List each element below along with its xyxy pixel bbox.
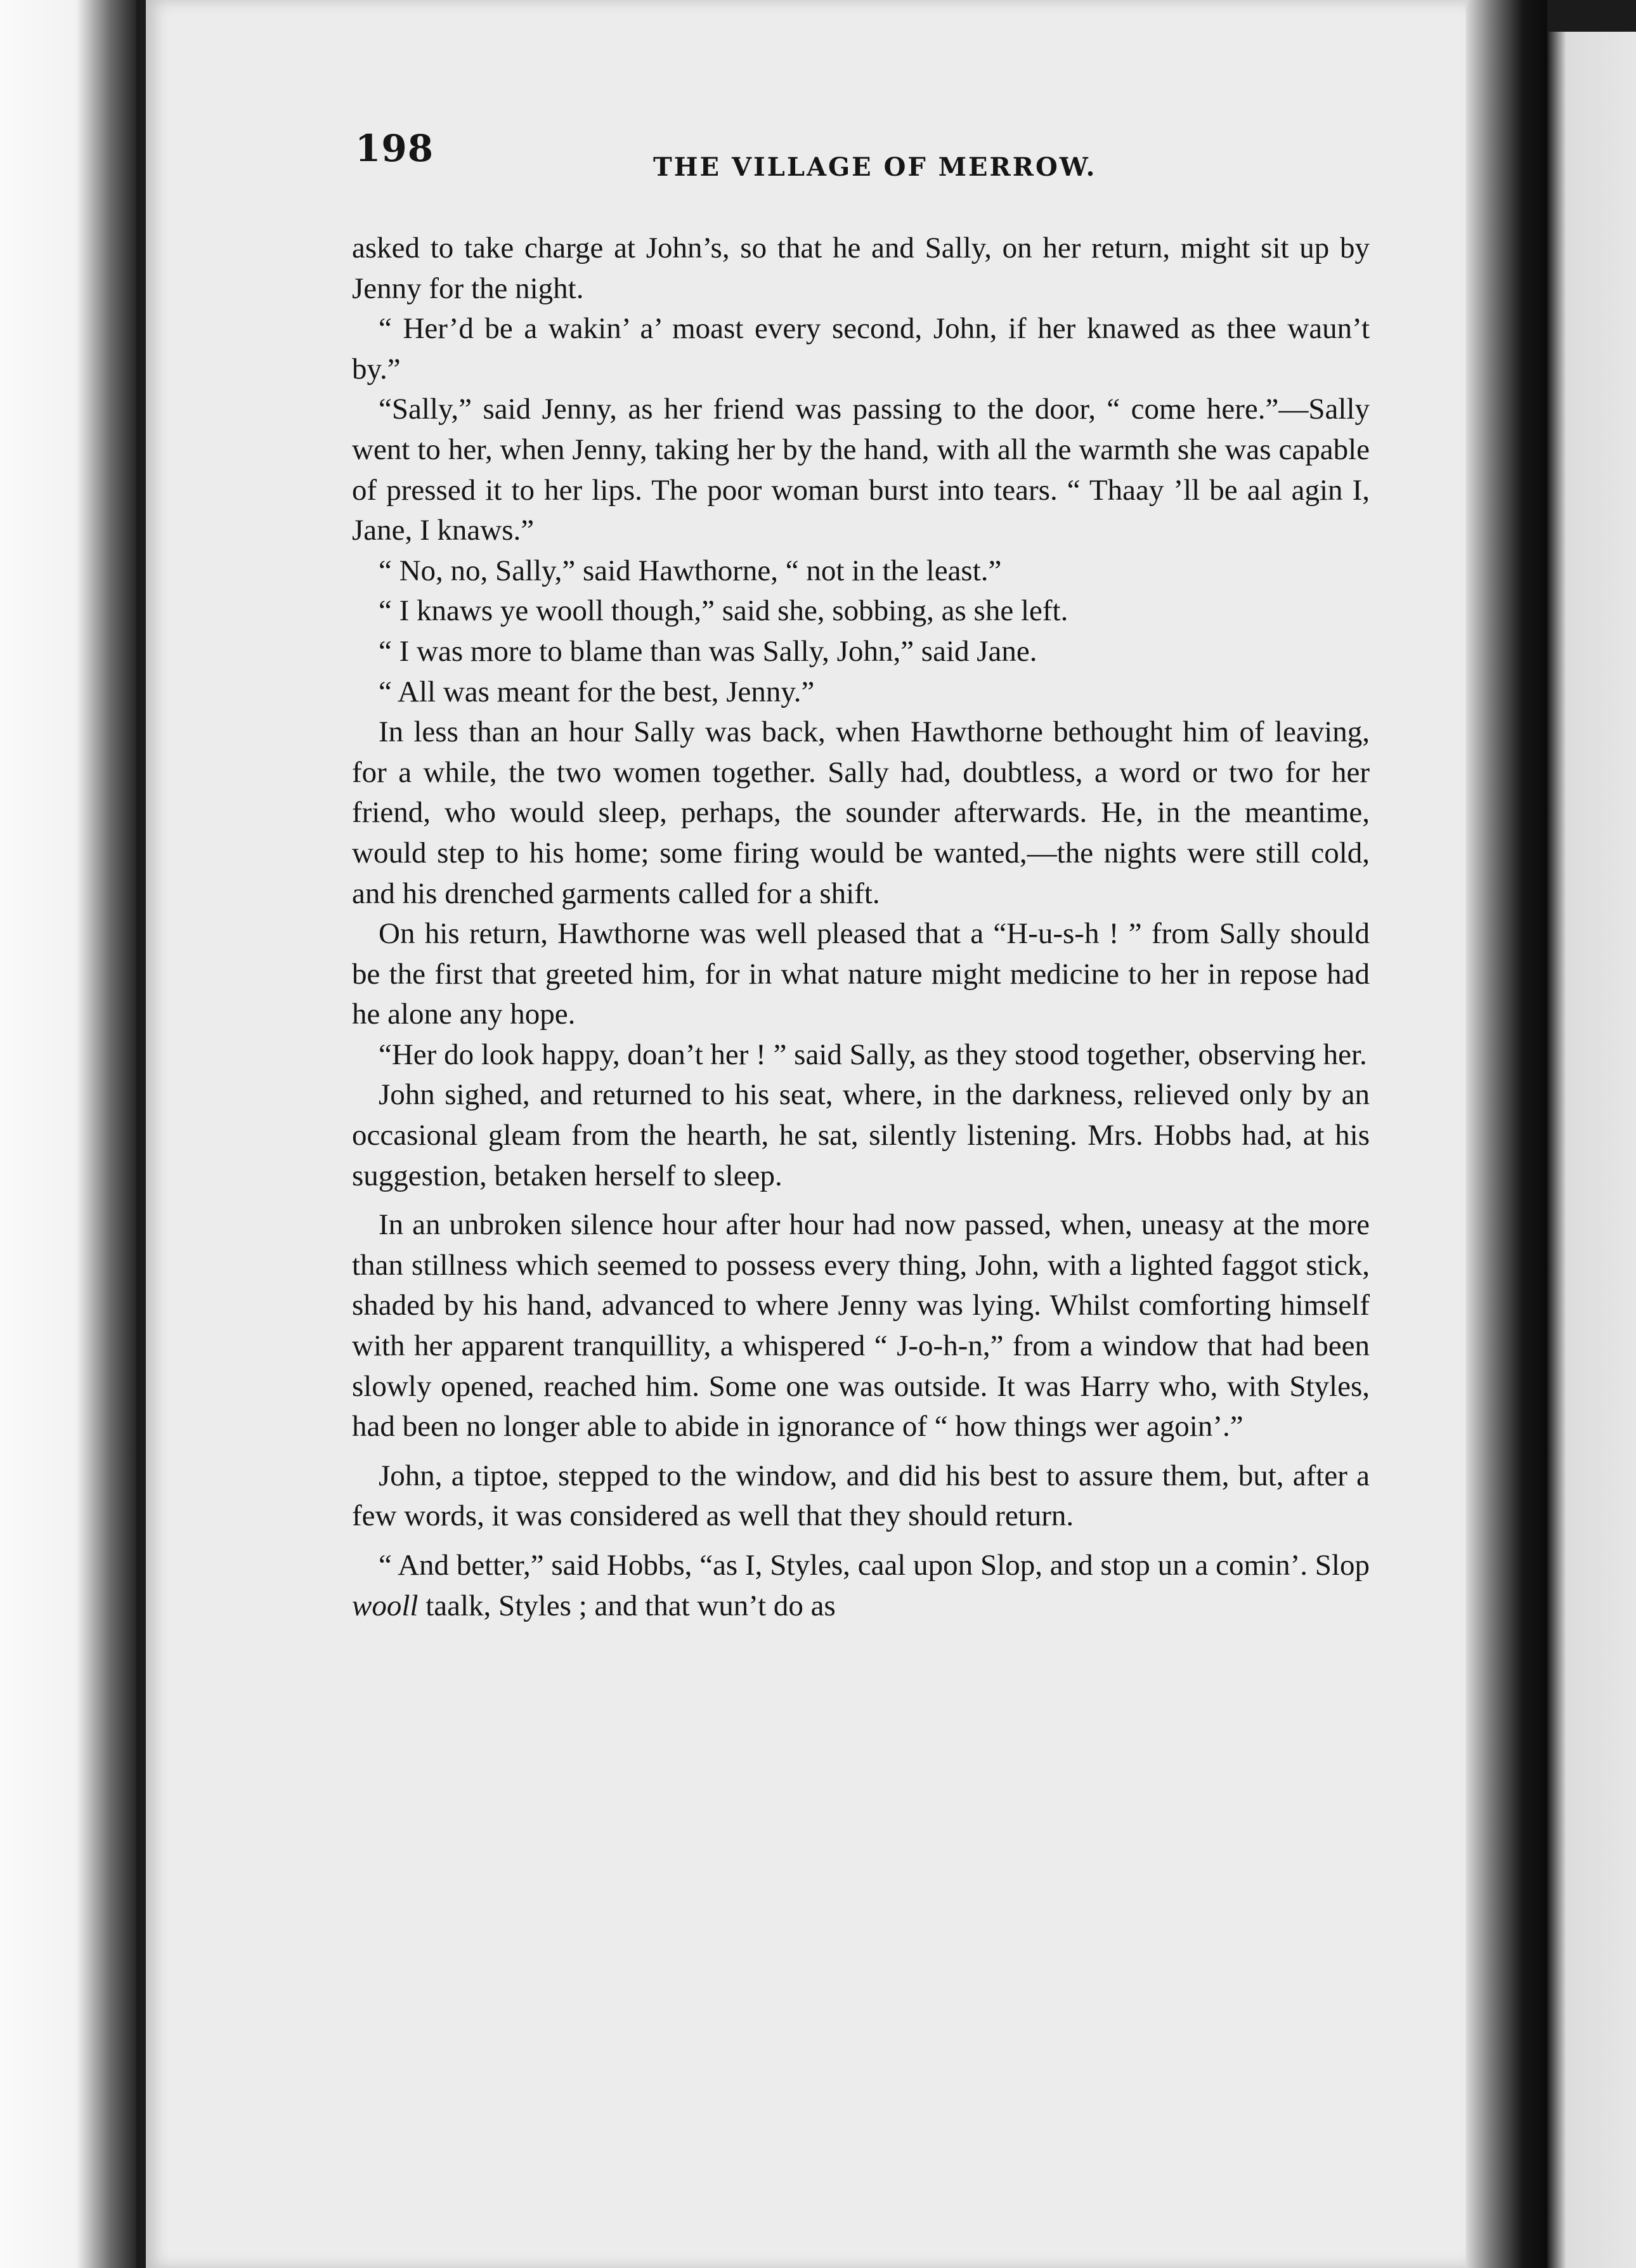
paragraph-text: taalk, Styles ; and that wun’t do as — [418, 1589, 836, 1622]
paragraph: “ All was meant for the best, Jenny.” — [379, 675, 815, 708]
paragraph: “ I knaws ye wooll though,” said she, sobbing, as she left. — [379, 594, 1068, 628]
scan-left-margin — [0, 0, 136, 2268]
paragraph: asked to take charge at John’s, so that he and Sally, on her return, might sit up by Jenny for the night. — [352, 231, 1370, 305]
page-number: 198 — [355, 127, 434, 170]
paragraph: John, a tiptoe, stepped to the window, and did his best to assure them, but, after a few words, it was considered as well that they should return. — [352, 1459, 1370, 1533]
paragraph: On his return, Hawthorne was well pleased that a “H-u-s-h ! ” from Sally should be the first that greeted him, for in what nature might medicine to her in repose had he alone any hope. — [352, 917, 1370, 1031]
page-header — [355, 127, 1370, 197]
italic-word: wooll — [352, 1589, 419, 1622]
paragraph: “Her do look happy, doan’t her ! ” said Sally, as they stood together, observing her. — [379, 1038, 1367, 1071]
paragraph-last — [352, 1546, 1370, 1626]
paragraph: “ No, no, Sally,” said Hawthorne, “ not in the least.” — [379, 554, 1002, 587]
paragraph: “ I was more to blame than was Sally, John,” said Jane. — [379, 634, 1037, 668]
paragraph: “Sally,” said Jenny, as her friend was passing to the door, “ come here.”—Sally went to her, when Jenny, taking her by the hand, with all the warmth she was capable of pressed it to her lips. The poor woman burst into tears. “ Thaay ’ll be aal agin I, Jane, I knaws.” — [352, 393, 1370, 547]
facing-page-edge — [1547, 32, 1636, 2268]
paragraph: “ Her’d be a wakin’ a’ moast every second, John, if her knawed as thee waun’t by.” — [352, 312, 1370, 386]
book-gutter — [1466, 0, 1547, 2268]
running-head: THE VILLAGE OF MERROW. — [653, 152, 1097, 182]
paragraph: In an unbroken silence hour after hour had now passed, when, uneasy at the more than stillness which seemed to possess every thing, John, with a lighted faggot stick, shaded by his hand, advanced to where Jenny was lying. Whilst comforting himself with her apparent tranquillity, a whispered “ J-o-h-n,” from a window that had been slowly opened, reached him. Some one was outside. It was Harry who, with Styles, had been no longer able to abide in ignorance of “ how things wer agoin’.” — [352, 1208, 1370, 1444]
paragraph-text: “ And better,” said Hobbs, “as I, Styles, caal upon Slop, and stop un a comin’. Slop — [379, 1549, 1370, 1582]
paragraph: In less than an hour Sally was back, when Hawthorne bethought him of leaving, for a while, the two women together. Sally had, doubtless, a word or two for her friend, who would sleep, perhaps, the sounder afterwards. He, in the meantime, would step to his home; some firing would be wanted,—the nights were still cold, and his drenched garments called for a shift. — [352, 715, 1370, 910]
body-text — [352, 228, 1370, 1626]
paragraph: John sighed, and returned to his seat, where, in the darkness, relieved only by an occasional gleam from the hearth, he sat, silently listening. Mrs. Hobbs had, at his suggestion, betaken herself to sleep. — [352, 1078, 1370, 1192]
